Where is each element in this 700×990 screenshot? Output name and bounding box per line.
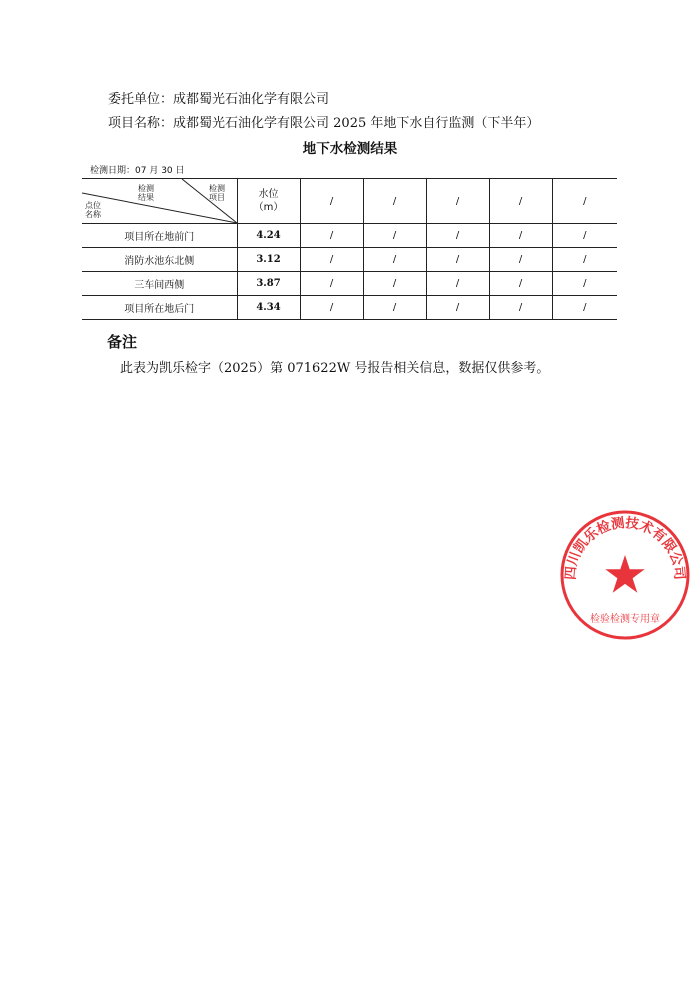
cell-value: /	[300, 272, 363, 296]
table-row	[82, 248, 617, 272]
column-header: /	[363, 179, 426, 224]
results-table	[82, 178, 617, 320]
seal-star-icon	[605, 555, 644, 593]
company-seal	[560, 505, 690, 645]
table-row	[82, 296, 617, 320]
diag-point-label: 点位 名称	[85, 201, 101, 219]
cell-value: /	[552, 224, 617, 248]
cell-value: /	[489, 224, 552, 248]
client-line	[108, 88, 329, 107]
table-title: 地下水检测结果	[302, 141, 398, 157]
cell-value: /	[300, 224, 363, 248]
diagonal-header-cell	[82, 179, 237, 224]
cell-value: /	[363, 272, 426, 296]
cell-value: /	[489, 248, 552, 272]
diag-result-label: 检测 结果	[138, 184, 154, 202]
cell-value: /	[552, 272, 617, 296]
table-header-row	[82, 179, 617, 224]
cell-value: /	[426, 296, 489, 320]
cell-value: /	[552, 296, 617, 320]
table-row	[82, 224, 617, 248]
point-name: 项目所在地后门	[82, 296, 237, 320]
point-name: 消防水池东北侧	[82, 248, 237, 272]
point-name: 项目所在地前门	[82, 224, 237, 248]
column-header: /	[426, 179, 489, 224]
column-header: /	[489, 179, 552, 224]
client-value: 成都蜀光石油化学有限公司	[173, 92, 330, 107]
cell-value: /	[300, 248, 363, 272]
detection-date	[90, 163, 185, 176]
cell-value: /	[363, 224, 426, 248]
cell-value: /	[363, 248, 426, 272]
water-level-value: 3.12	[237, 248, 300, 272]
column-header: /	[300, 179, 363, 224]
notes-heading: 备注	[107, 333, 138, 351]
water-level-value: 4.24	[237, 224, 300, 248]
cell-value: /	[489, 272, 552, 296]
project-label: 项目名称：	[108, 116, 174, 131]
point-name: 三车间西侧	[82, 272, 237, 296]
project-value: 成都蜀光石油化学有限公司 2025 年地下水自行监测（下半年）	[173, 116, 540, 131]
project-line	[108, 112, 539, 131]
notes-text: 此表为凯乐检字（2025）第 071622W 号报告相关信息，数据仅供参考。	[120, 361, 550, 376]
cell-value: /	[552, 248, 617, 272]
diag-item-label: 检测 项目	[209, 184, 225, 202]
seal-company-text: 四川凯乐检测技术有限公司	[562, 515, 688, 581]
column-header: /	[552, 179, 617, 224]
seal-purpose-text: 检验检测专用章	[590, 614, 660, 625]
water-level-value: 3.87	[237, 272, 300, 296]
water-level-value: 4.34	[237, 296, 300, 320]
date-value: 07 月 30 日	[135, 166, 185, 176]
client-label: 委托单位：	[108, 92, 174, 107]
cell-value: /	[363, 296, 426, 320]
date-label: 检测日期：	[90, 166, 136, 176]
cell-value: /	[300, 296, 363, 320]
cell-value: /	[489, 296, 552, 320]
table-row	[82, 272, 617, 296]
cell-value: /	[426, 272, 489, 296]
column-header-label: 水位 （m）	[253, 189, 284, 213]
cell-value: /	[426, 248, 489, 272]
cell-value: /	[426, 224, 489, 248]
column-header-water-level	[237, 179, 300, 224]
